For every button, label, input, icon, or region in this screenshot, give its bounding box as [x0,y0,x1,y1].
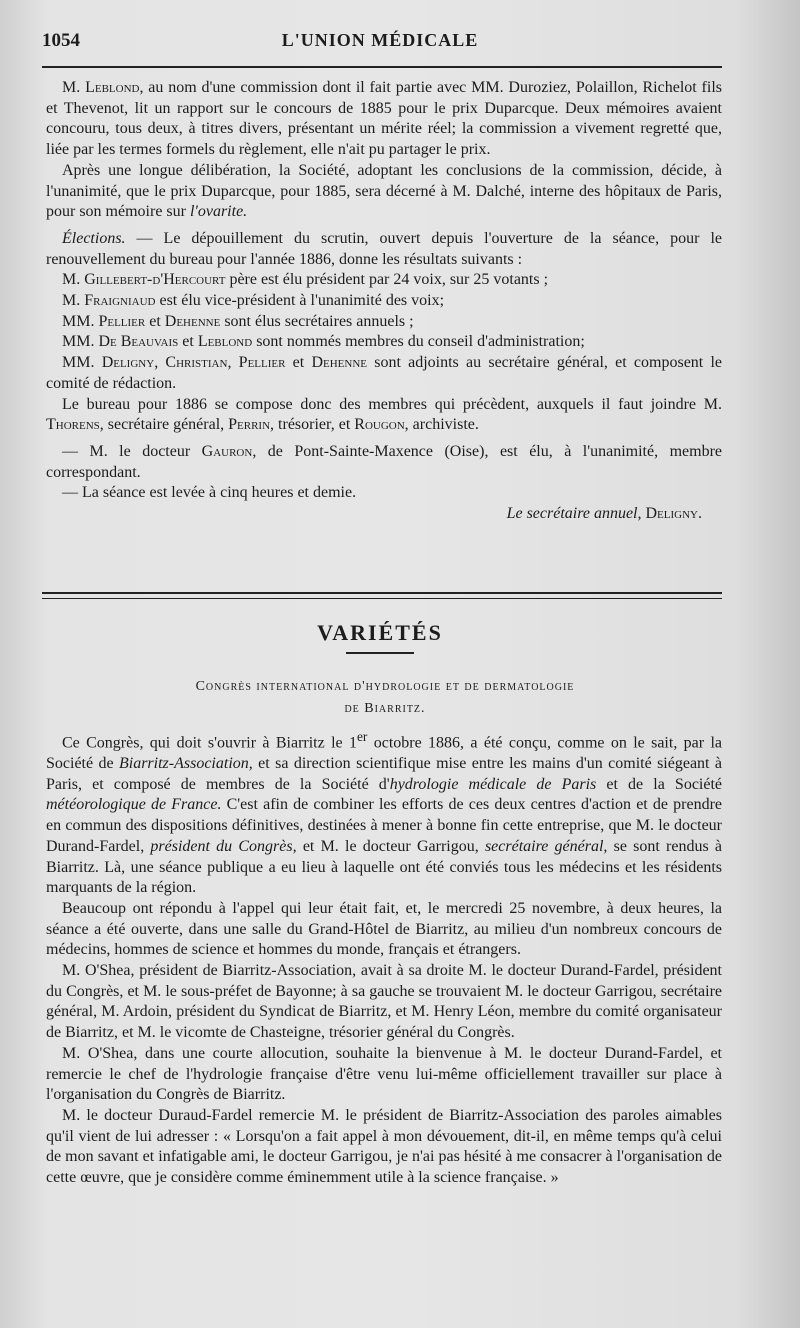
text-run: sont nommés membres du conseil d'administration; [252,333,585,351]
person-name: De Beauvais [98,333,179,351]
paragraph: Beaucoup ont répondu à l'appel qui leur était fait, et, le mercredi 25 novembre, à deux heures, la séance a été ouverte, dans une salle du Grand-Hôtel de Biarritz, au milieu d'un nombreux concours de médecins, hommes de science et hommes du monde, français et étrangers. [46,899,722,959]
italic-text: Biarritz-Association, [118,755,253,773]
text-run: M. [62,271,85,289]
paragraph [46,332,722,353]
paragraph [46,483,722,504]
article-subtitle [60,676,710,720]
paragraph [46,727,722,899]
section-divider-rule-thin [42,598,722,599]
text-run: , trésorier, et [270,416,355,434]
text-run: M. [62,79,86,96]
text-run: et [145,312,165,330]
person-name: Leblond [85,79,140,96]
text-run: et sa direction scientifique mise entre les mains d'un comité siégeant à Paris, et composé de membres de la Société d' [46,755,722,793]
person-name: Pellier [238,354,286,372]
text-run: Après une longue délibération, la Société, adoptant les conclusions de la commission, décide, à l'unanimité, que le prix Duparcque, pour 1885, sera décerné à M. Dalché, interne des hôpitaux de Paris, pour son mémoire sur [46,161,722,221]
text-run: et M. le docteur Garrigou, [296,837,485,855]
paragraph [46,161,722,223]
paragraph: M. le docteur Duraud-Fardel remercie M. le président de Biarritz-Association des paroles aimables qu'il vient de lui adresser : « Lorsqu'on a fait appel à mon dévouement, dit-il, en même temps qu'à celui de mon savant et infatigable ami, le docteur Garrigou, je n'ai pas hésité à me consacrer à l'organisation de cette œuvre, que je considère comme éminemment utile à la science française. » [46,1106,722,1187]
text-run: Ce Congrès, qui doit s'ouvrir à Biarritz le 1 [62,734,357,752]
italic-text: secrétaire général, [484,837,608,855]
person-name: Pellier [98,312,146,330]
person-name: Deligny [101,354,155,372]
text-run: MM. [62,312,99,330]
italic-text: hydrologie médicale de Paris [389,775,597,793]
text-run: C'est afin de combiner les efforts de ces deux centres d'action et de prendre en commun des dispositions définitives, destinées à mener à bonne fin cette entreprise, que M. le docteur Durand-Fardel, [46,796,723,855]
paragraph [46,395,722,436]
paragraph [46,291,722,312]
text-run: , [154,354,166,372]
text-run: , [227,354,239,372]
text-run: — Le dépouillement du scrutin, ouvert depuis l'ouverture de la séance, pour le renouvellement du bureau pour l'année 1886, donne les résultats suivants : [46,229,722,268]
signature-name: Deligny. [645,505,702,523]
subtitle-line: Congrès international d'hydrologie et de dermatologie [195,679,575,694]
text-run: et de la Société [596,775,723,793]
person-name: Dehenne [164,312,221,330]
text-run: se sont rendus à Biarritz. Là, une séance publique a eu lieu à laquelle ont été conviés tous les médecins et les résidents marquants de la région. [46,837,723,897]
header-rule [42,66,722,68]
signature [46,504,702,525]
person-name: Gillebert-d'Hercourt [84,271,226,289]
paragraph [46,78,722,161]
person-name: Rougon [354,416,405,434]
text-run: sont adjoints au secrétaire général, et composent le comité de rédaction. [46,354,723,392]
person-name: Fraigniaud [84,292,156,310]
text-run: M. [62,292,85,310]
italic-text: président du Congrès, [150,837,297,855]
paragraph: M. O'Shea, dans une courte allocution, souhaite la bienvenue à M. le docteur Durand-Fardel, et remercie le chef de l'hydrologie française d'être venu lui-même officiellement travailler sur place à l'organisation du Congrès de Biarritz. [46,1044,722,1104]
text-run: , archiviste. [404,416,479,434]
paragraph [46,312,722,333]
person-name: Dehenne [311,354,367,372]
paragraph [46,353,722,394]
section-divider-rule [42,592,722,594]
section-title: VARIÉTÉS [317,620,443,645]
page-number: 1054 [42,30,80,51]
article-body [46,727,722,1189]
text-run: MM. [62,354,102,372]
paragraph [46,229,722,270]
subtitle-line: de Biarritz. [344,701,426,716]
text-run: , de Pont-Sainte-Maxence (Oise), est élu, à l'unanimité, membre correspondant. [46,442,722,481]
italic-label: Élections. [62,229,126,247]
italic-text: l'ovarite. [189,203,248,221]
text-run: — La séance est levée à cinq heures et demie. [62,484,357,502]
person-name: Thorens [46,416,100,434]
signature-role: Le secrétaire annuel, [506,505,646,523]
minutes-section [46,78,722,525]
text-run: — M. le docteur [62,442,202,460]
text-run: , au nom d'une commission dont il fait partie avec MM. Duroziez, Polaillon, Richelot fils et Thevenot, lit un rapport sur le concours de 1885 pour le prix Duparcque. Deux mémoires avaient concouru, tous deux, à titres divers, présentant un mérite réel; la commission a vivement regretté que, liée par les termes formels du règlement, elle n'ait pu partager le prix. [46,79,722,159]
text-run: , secrétaire général, [99,416,229,434]
superscript: er [357,729,368,744]
text-run: Le bureau pour 1886 se compose donc des membres qui précèdent, auxquels il faut joindre M. [62,395,722,413]
title-underline [346,652,414,654]
paragraph [46,270,722,291]
person-name: Leblond [197,333,253,351]
paragraph [46,442,722,483]
running-title: L'UNION MÉDICALE [281,30,479,50]
text-run: MM. [62,333,99,351]
paragraph: M. O'Shea, président de Biarritz-Association, avait à sa droite M. le docteur Durand-Fardel, président du Congrès, et M. le sous-préfet de Bayonne; à sa gauche se trouvaient M. le docteur Garrigou, secrétaire général, M. Ardoin, président du Syndicat de Biarritz, et M. Henry Léon, membre du comité organisateur de Biarritz, et M. le vicomte de Chasteigne, trésorier général du Congrès. [46,962,722,1042]
person-name: Gauron [201,442,253,460]
text-run: octobre 1886, a été conçu, comme on le sait, par la Société de [46,734,723,773]
page-header [42,30,718,60]
italic-text: météorologique de France. [46,796,222,814]
person-name: Perrin [228,416,271,434]
person-name: Christian [165,354,228,372]
text-run: sont élus secrétaires annuels ; [220,312,414,330]
text-run: est élu vice-président à l'unanimité des voix; [155,292,445,310]
text-run: et [285,354,312,372]
text-run: et [178,333,198,351]
text-run: père est élu président par 24 voix, sur 25 votants ; [225,271,549,289]
